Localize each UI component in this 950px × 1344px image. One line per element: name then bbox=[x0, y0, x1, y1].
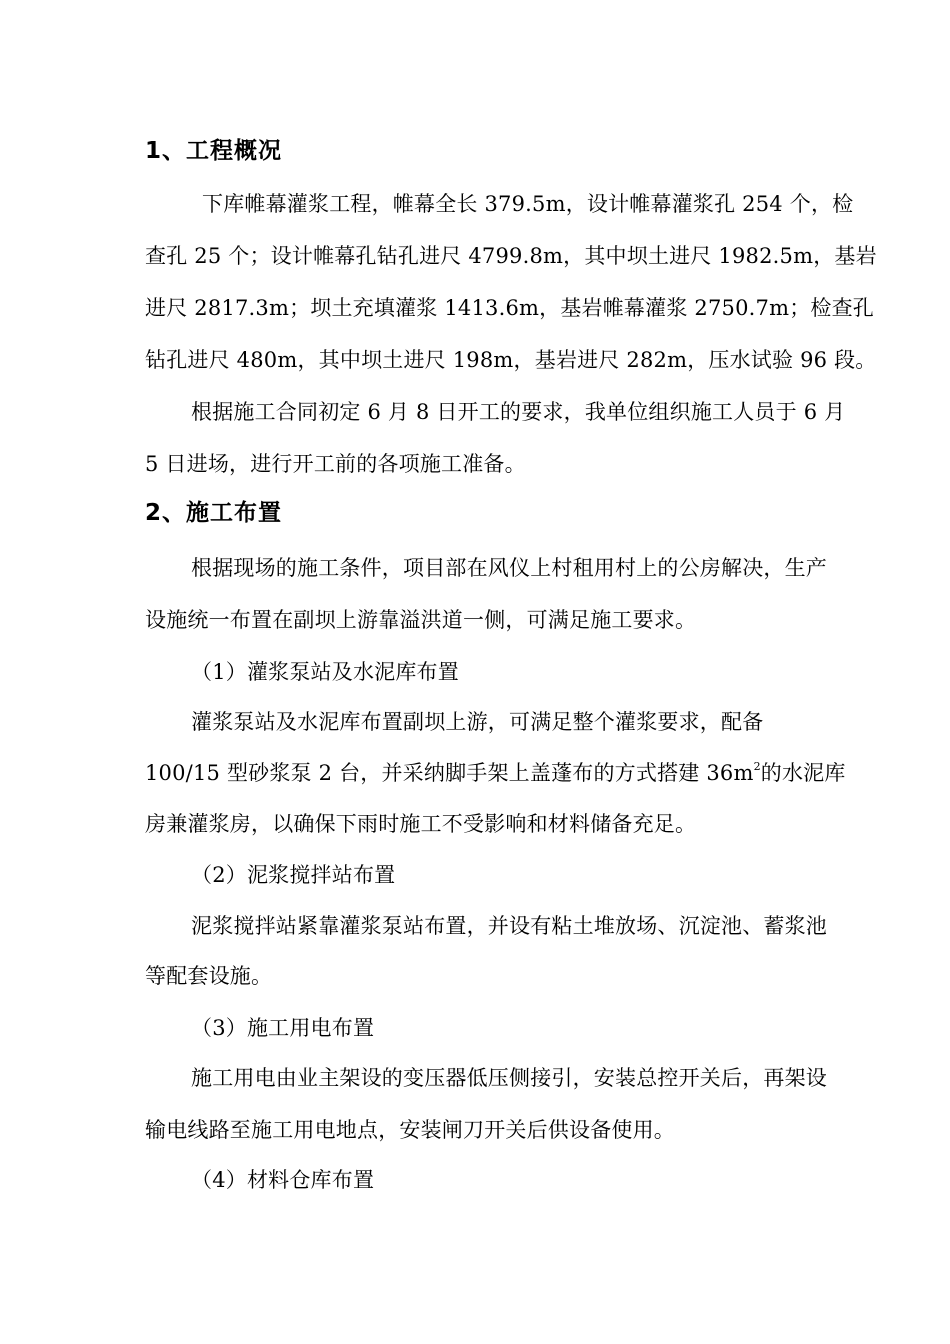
item-1-text-line-1: 灌浆泵站及水泥库布置副坝上游，可满足整个灌浆要求，配备 bbox=[191, 710, 764, 734]
item-3-text-line-1: 施工用电由业主架设的变压器低压侧接引，安装总控开关后，再架设 bbox=[191, 1066, 827, 1090]
item-4-title: （4）材料仓库布置 bbox=[191, 1168, 375, 1192]
section-2-heading: 2、施工布置 bbox=[145, 500, 283, 526]
item-3-text-line-2: 输电线路至施工用电地点，安装闸刀开关后供设备使用。 bbox=[145, 1118, 675, 1142]
section-1-paragraph-2-line-1: 根据施工合同初定 6 月 8 日开工的要求，我单位组织施工人员于 6 月 bbox=[191, 400, 846, 424]
item-1-text-line-2 bbox=[145, 760, 846, 786]
item-2-text-line-2: 等配套设施。 bbox=[145, 964, 273, 988]
superscript-2: 2 bbox=[753, 760, 761, 773]
section-1-paragraph-1-line-2: 查孔 25 个；设计帷幕孔钻孔进尺 4799.8m，其中坝土进尺 1982.5m，基岩 bbox=[145, 244, 877, 268]
item-1-text-line-3: 房兼灌浆房，以确保下雨时施工不受影响和材料储备充足。 bbox=[145, 812, 697, 836]
section-1-paragraph-2-line-2: 5 日进场，进行开工前的各项施工准备。 bbox=[145, 452, 526, 476]
item-2-title: （2）泥浆搅拌站布置 bbox=[191, 863, 396, 887]
section-1-paragraph-1-line-3: 进尺 2817.3m；坝土充填灌浆 1413.6m，基岩帷幕灌浆 2750.7m；检查孔 bbox=[145, 296, 875, 320]
section-1-paragraph-1-line-1: 下库帷幕灌浆工程，帷幕全长 379.5m，设计帷幕灌浆孔 254 个，检 bbox=[202, 192, 854, 216]
item-1-text-line-2-main: 100/15 型砂浆泵 2 台，并采纳脚手架上盖蓬布的方式搭建 36m bbox=[145, 761, 754, 785]
item-2-text-line-1: 泥浆搅拌站紧靠灌浆泵站布置，并设有粘土堆放场、沉淀池、蓄浆池 bbox=[191, 914, 827, 938]
item-3-title: （3）施工用电布置 bbox=[191, 1016, 375, 1040]
section-1-heading: 1、工程概况 bbox=[145, 138, 283, 164]
item-1-text-line-2-end: 的水泥库 bbox=[760, 761, 846, 785]
item-1-title: （1）灌浆泵站及水泥库布置 bbox=[191, 660, 459, 684]
section-2-intro-line-2: 设施统一布置在副坝上游靠溢洪道一侧，可满足施工要求。 bbox=[145, 608, 697, 632]
section-1-paragraph-1-line-4: 钻孔进尺 480m，其中坝土进尺 198m，基岩进尺 282m，压水试验 96 段。 bbox=[145, 348, 877, 372]
section-2-intro-line-1: 根据现场的施工条件，项目部在风仪上村租用村上的公房解决，生产 bbox=[191, 556, 827, 580]
